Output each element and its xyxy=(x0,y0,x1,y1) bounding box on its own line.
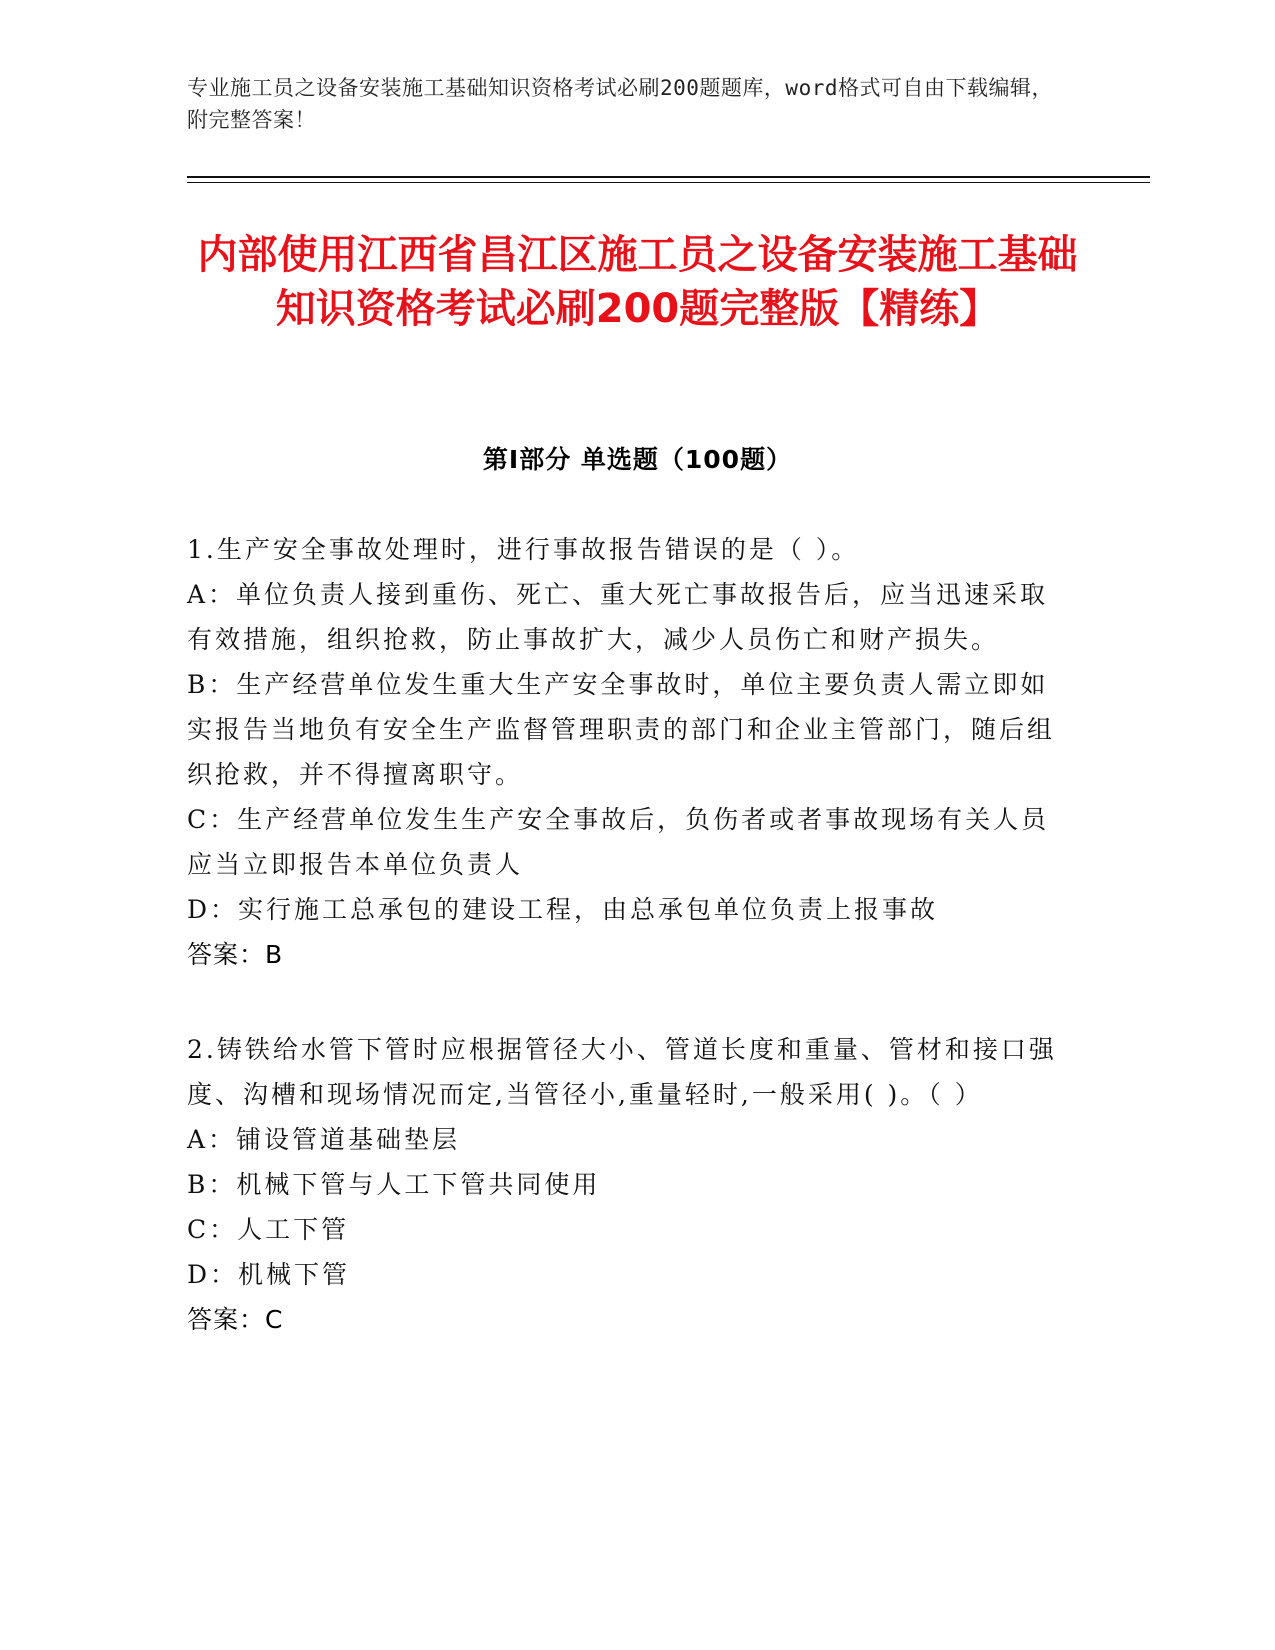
document-title: 内部使用江西省昌江区施工员之设备安装施工基础知识资格考试必刷200题完整版【精练】 xyxy=(197,232,1078,332)
option-a: A：铺设管道基础垫层 xyxy=(187,1125,461,1154)
header-divider-thin xyxy=(187,182,1150,183)
header-divider-thick xyxy=(187,176,1150,178)
question-2 xyxy=(187,1027,1067,1342)
answer: 答案：C xyxy=(187,1305,284,1334)
option-c: C：人工下管 xyxy=(187,1215,350,1244)
option-b: B：生产经营单位发生重大生产安全事故时，单位主要负责人需立即如实报告当地负有安全生产监督管理职责的部门和企业主管部门，随后组织抢救，并不得擅离职守。 xyxy=(187,670,1056,789)
option-a: A：单位负责人接到重伤、死亡、重大死亡事故报告后，应当迅速采取有效措施，组织抢救，防止事故扩大，减少人员伤亡和财产损失。 xyxy=(187,580,1049,654)
option-d: D：机械下管 xyxy=(187,1260,351,1289)
question-1 xyxy=(187,527,1067,977)
question-stem: 2.铸铁给水管下管时应根据管径大小、管道长度和重量、管材和接口强度、沟槽和现场情况而定,当管径小,重量轻时,一般采用( )。（ ） xyxy=(187,1035,1057,1109)
header-note: 专业施工员之设备安装施工基础知识资格考试必刷200题题库，word格式可自由下载编辑，附完整答案！ xyxy=(187,76,1053,132)
option-d: D：实行施工总承包的建设工程，由总承包单位负责上报事故 xyxy=(187,895,939,924)
answer: 答案：B xyxy=(187,940,284,969)
section-heading: 第I部分 单选题（100题） xyxy=(482,445,793,474)
option-b: B：机械下管与人工下管共同使用 xyxy=(187,1170,601,1199)
question-stem: 1.生产安全事故处理时，进行事故报告错误的是（ ）。 xyxy=(187,535,860,564)
option-c: C：生产经营单位发生生产安全事故后，负伤者或者事故现场有关人员应当立即报告本单位负责人 xyxy=(187,805,1050,879)
